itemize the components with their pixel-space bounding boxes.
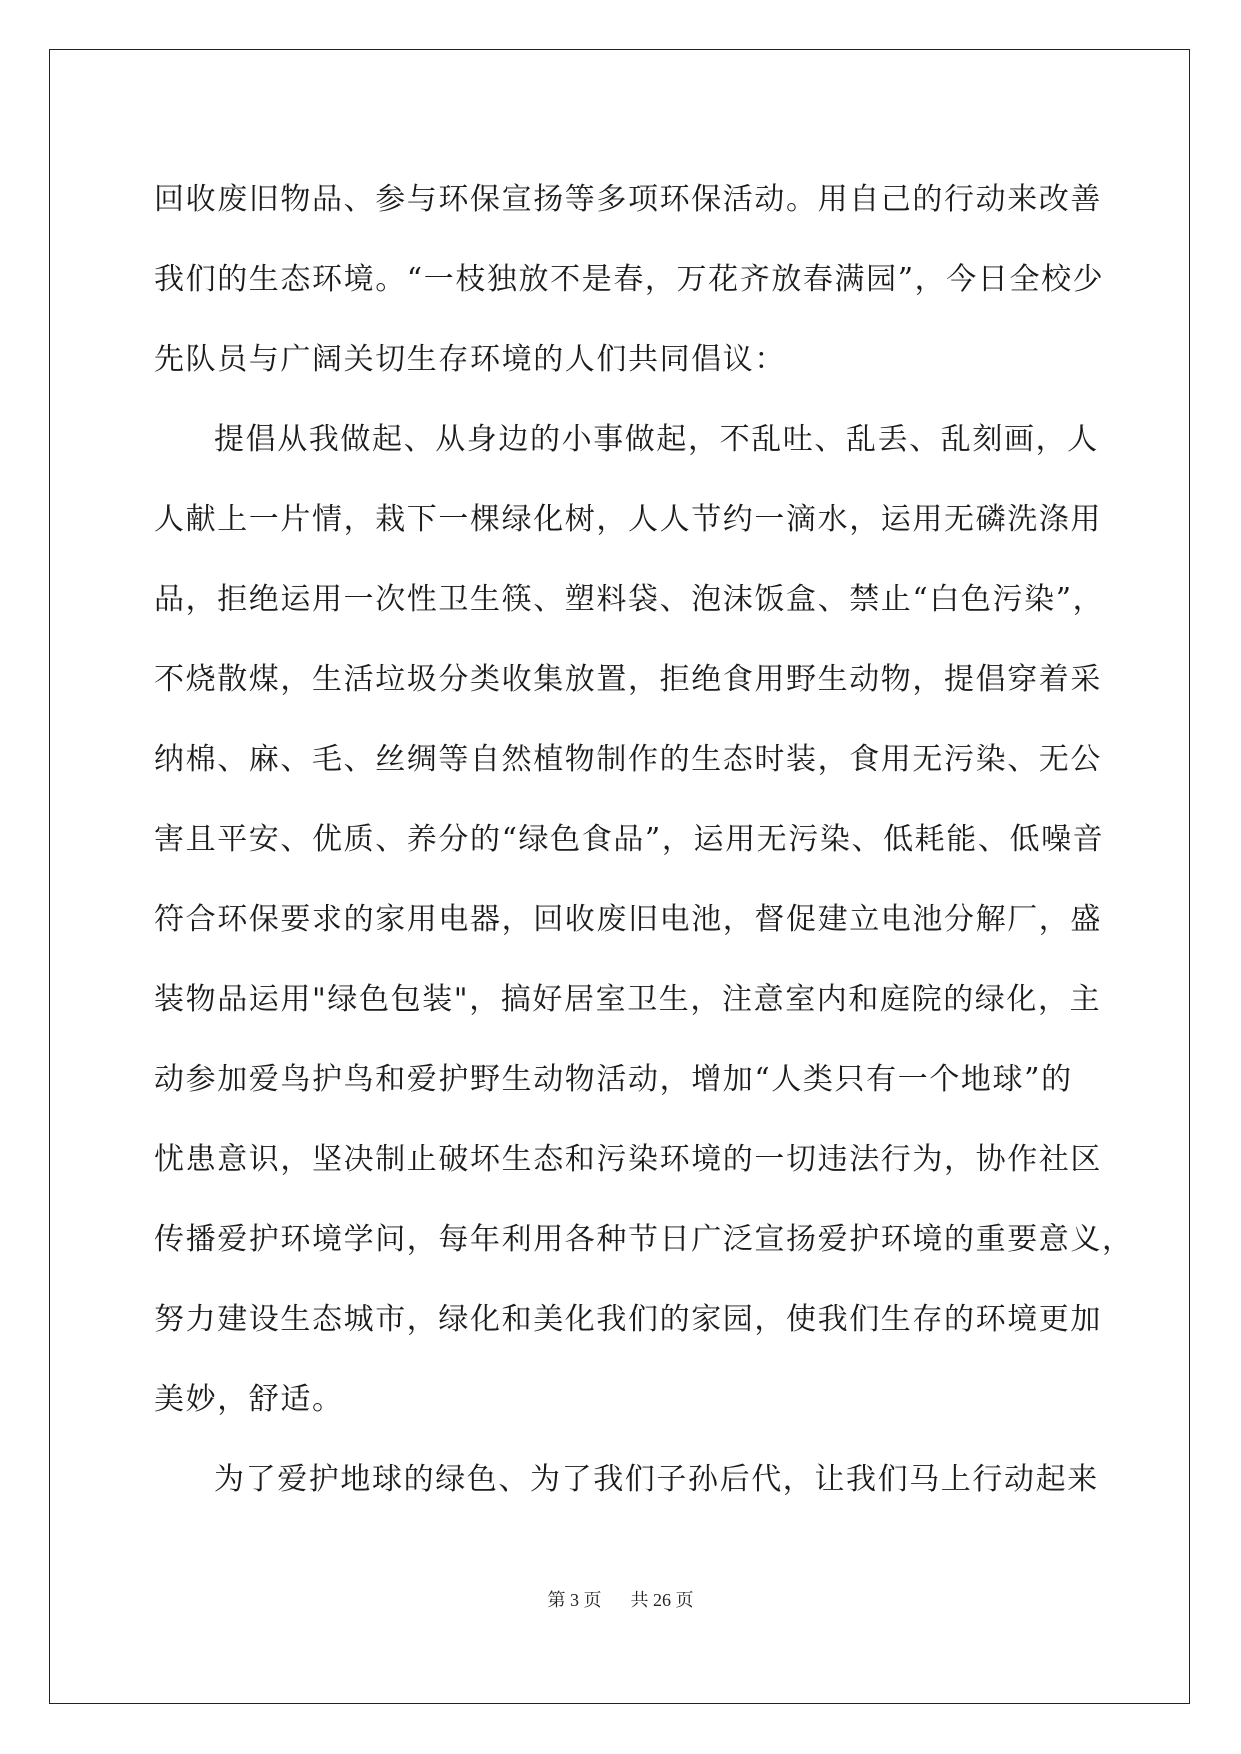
text-line: 为了爱护地球的绿色、为了我们子孙后代，让我们马上行动起来 bbox=[214, 1462, 1099, 1497]
text-line: 动参加爱鸟护鸟和爱护野生动物活动，增加“人类只有一个地球”的 bbox=[154, 1062, 1073, 1097]
page-number-current: 第 3 页 bbox=[547, 1590, 602, 1610]
text-line: 回收废旧物品、参与环保宣扬等多项环保活动。用自己的行动来改善 bbox=[154, 182, 1102, 217]
text-line: 忧患意识，坚决制止破坏生态和污染环境的一切违法行为，协作社区 bbox=[154, 1142, 1102, 1177]
text-line: 人献上一片情，栽下一棵绿化树，人人节约一滴水，运用无磷洗涤用 bbox=[154, 502, 1102, 537]
text-line: 装物品运用"绿色包装"，搞好居室卫生，注意室内和庭院的绿化，主 bbox=[154, 982, 1102, 1017]
text-line: 美妙，舒适。 bbox=[154, 1382, 344, 1417]
text-line: 我们的生态环境。“一枝独放不是春，万花齐放春满园”，今日全校少 bbox=[154, 262, 1105, 297]
text-line: 纳棉、麻、毛、丝绸等自然植物制作的生态时装，食用无污染、无公 bbox=[154, 742, 1102, 777]
text-line: 害且平安、优质、养分的“绿色食品”，运用无污染、低耗能、低噪音 bbox=[154, 822, 1105, 857]
text-line: 符合环保要求的家用电器，回收废旧电池，督促建立电池分解厂，盛 bbox=[154, 902, 1102, 937]
text-line: 先队员与广阔关切生存环境的人们共同倡议： bbox=[154, 342, 786, 377]
text-line: 品，拒绝运用一次性卫生筷、塑料袋、泡沫饭盒、禁止“白色污染”， bbox=[154, 582, 1105, 617]
page-number-total: 共 26 页 bbox=[630, 1590, 694, 1610]
page-footer bbox=[0, 1586, 1241, 1612]
document-body bbox=[154, 160, 1134, 1520]
text-line: 传播爱护环境学问，每年利用各种节日广泛宣扬爱护环境的重要意义， bbox=[154, 1222, 1134, 1257]
text-line: 努力建设生态城市，绿化和美化我们的家园，使我们生存的环境更加 bbox=[154, 1302, 1102, 1337]
text-line: 提倡从我做起、从身边的小事做起，不乱吐、乱丢、乱刻画，人 bbox=[214, 422, 1099, 457]
text-line: 不烧散煤，生活垃圾分类收集放置，拒绝食用野生动物，提倡穿着采 bbox=[154, 662, 1102, 697]
